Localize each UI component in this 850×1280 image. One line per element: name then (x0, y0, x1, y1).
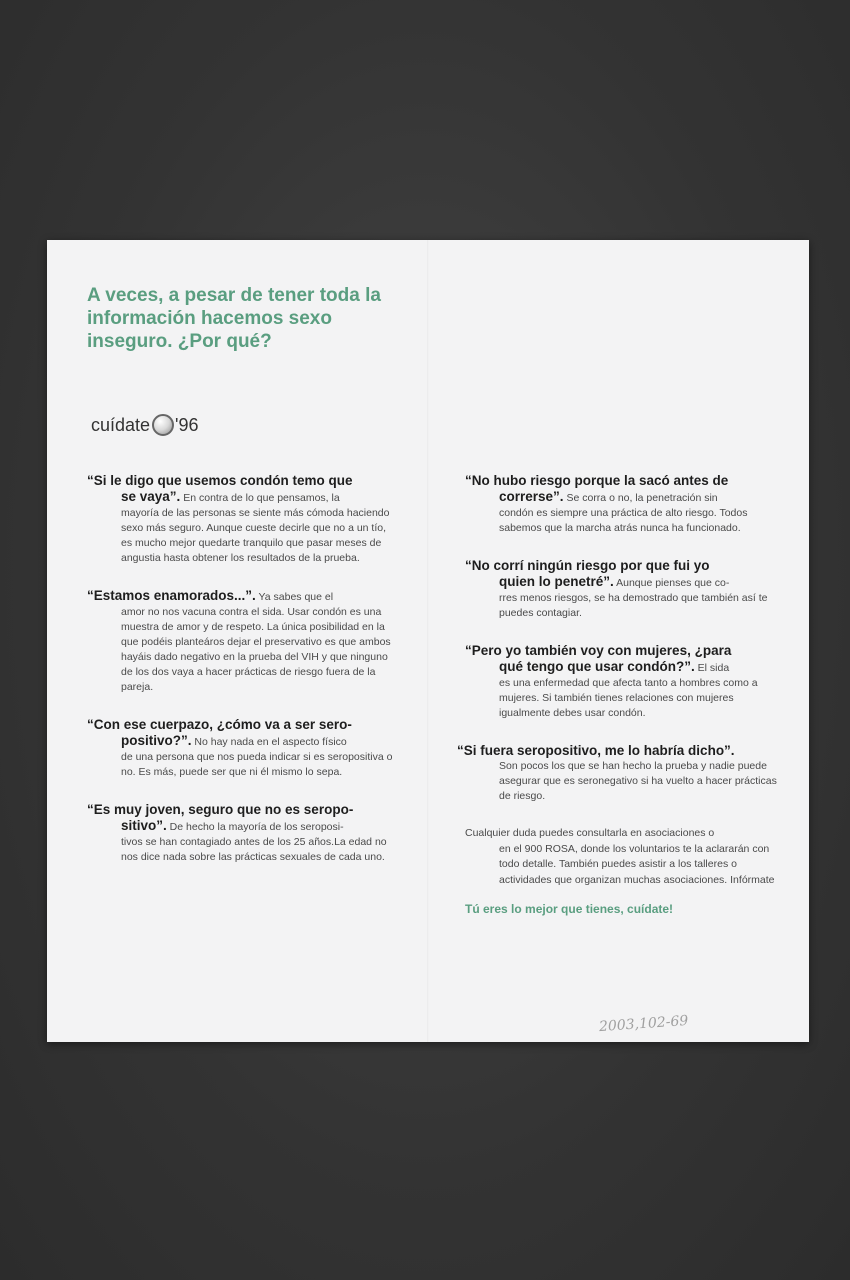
logo-word: cuídate (91, 414, 151, 435)
question-line-1: “Es muy joven, seguro que no es seropo- (87, 802, 354, 817)
leaflet-page (47, 240, 809, 1042)
question-line-1: “Con ese cuerpazo, ¿cómo va a ser sero- (87, 717, 352, 732)
answer-start: Se corra o no, la penetración sin (563, 492, 718, 504)
myth-question: “Si fuera seropositivo, me lo habría dicho”. (457, 743, 735, 758)
info-rest: en el 900 ROSA, donde los voluntarios te la aclararán con todo detalle. También puedes asistir a los talleres o actividades que organizan muchas asociaciones. Infórmate (499, 842, 775, 886)
right-column (457, 473, 777, 916)
question-line-1: “Estamos enamorados...”. (87, 588, 256, 603)
question-line-2: qué tengo que usar condón?”. (499, 659, 695, 674)
myth-answer: amor no nos vacuna contra el sida. Usar condón es una muestra de amor y de respeto. La única posibilidad en la que podéis planteáros dejar el preservativo es que ambos hayáis dado negativo en la prueba del VIH y que ninguno de los dos vaya a hacer prácticas de riesgo fuera de la pareja. (121, 606, 391, 693)
headline: A veces, a pesar de tener toda la información hacemos sexo inseguro. ¿Por qué? (87, 285, 381, 352)
logo-year: '96 (175, 414, 199, 435)
myth-item (465, 558, 777, 621)
left-column (87, 473, 397, 887)
question-line-1: “Si le digo que usemos condón temo que (87, 473, 353, 488)
handwritten-inventory-number: 2003,102-69 (598, 1012, 689, 1036)
answer-start: De hecho la mayoría de los seroposi- (166, 821, 344, 833)
myth-answer: de una persona que nos pueda indicar si es seropositiva o no. Es más, puede ser que ni él mismo lo sepa. (121, 751, 393, 778)
cuidate-logo (91, 410, 199, 440)
answer-start: No hay nada en el aspecto físico (191, 736, 347, 748)
question-line-1: “No corrí ningún riesgo por que fui yo (465, 558, 710, 573)
info-paragraph (465, 826, 777, 888)
question-line-2: positivo?”. (121, 733, 192, 748)
question-line-1: “No hubo riesgo porque la sacó antes de (465, 473, 729, 488)
question-line-1: “Pero yo también voy con mujeres, ¿para (465, 643, 732, 658)
myth-item (465, 643, 777, 721)
myth-question (465, 558, 777, 591)
myth-answer: Son pocos los que se han hecho la prueba y nadie puede asegurar que es seronegativo si ha vuelto a hacer prácticas de riesgo. (499, 760, 777, 802)
myth-question (87, 802, 397, 835)
question-line-2: correrse”. (499, 489, 564, 504)
center-fold (427, 240, 429, 1042)
closing-slogan: Tú eres lo mejor que tienes, cuídate! (465, 902, 674, 916)
myth-question (87, 717, 397, 750)
myth-item (465, 473, 777, 536)
myth-item (457, 743, 777, 804)
question-line-2: quien lo penetré”. (499, 574, 614, 589)
question-line-2: se vaya”. (121, 489, 181, 504)
answer-start: Aunque pienses que co- (613, 577, 730, 589)
myth-answer: es una enfermedad que afecta tanto a hombres como a mujeres. Si también tienes relaciones con mujeres igualmente debes usar condón. (499, 677, 758, 719)
myth-answer: rres menos riesgos, se ha demostrado que también así te puedes contagiar. (499, 592, 768, 619)
question-line-2: sitivo”. (121, 818, 167, 833)
myth-item (87, 717, 397, 780)
myth-question (87, 473, 397, 506)
answer-start: En contra de lo que pensamos, la (180, 492, 340, 504)
myth-question (465, 643, 777, 676)
myth-question (465, 473, 777, 506)
globe-icon (152, 414, 174, 436)
myth-question (87, 588, 397, 605)
myth-item (87, 473, 397, 566)
answer-start: Ya sabes que el (255, 591, 334, 603)
myth-answer: tivos se han contagiado antes de los 25 años.La edad no nos dice nada sobre las prácticas sexuales de cada uno. (121, 836, 387, 863)
myth-item (87, 588, 397, 695)
answer-start: El sida (694, 662, 730, 674)
myth-answer: mayoría de las personas se siente más cómoda haciendo sexo más seguro. Aunque cueste decirle que no a un tío, es mucho mejor quedarte tranquilo que pasar meses de angustia hasta obtener los resultados de la prueba. (121, 507, 390, 564)
myth-item (87, 802, 397, 865)
info-first-line: Cualquier duda puedes consultarla en asociaciones o (465, 827, 715, 839)
myth-answer: condón es siempre una práctica de alto riesgo. Todos sabemos que la marcha atrás nunca ha funcionado. (499, 507, 748, 534)
